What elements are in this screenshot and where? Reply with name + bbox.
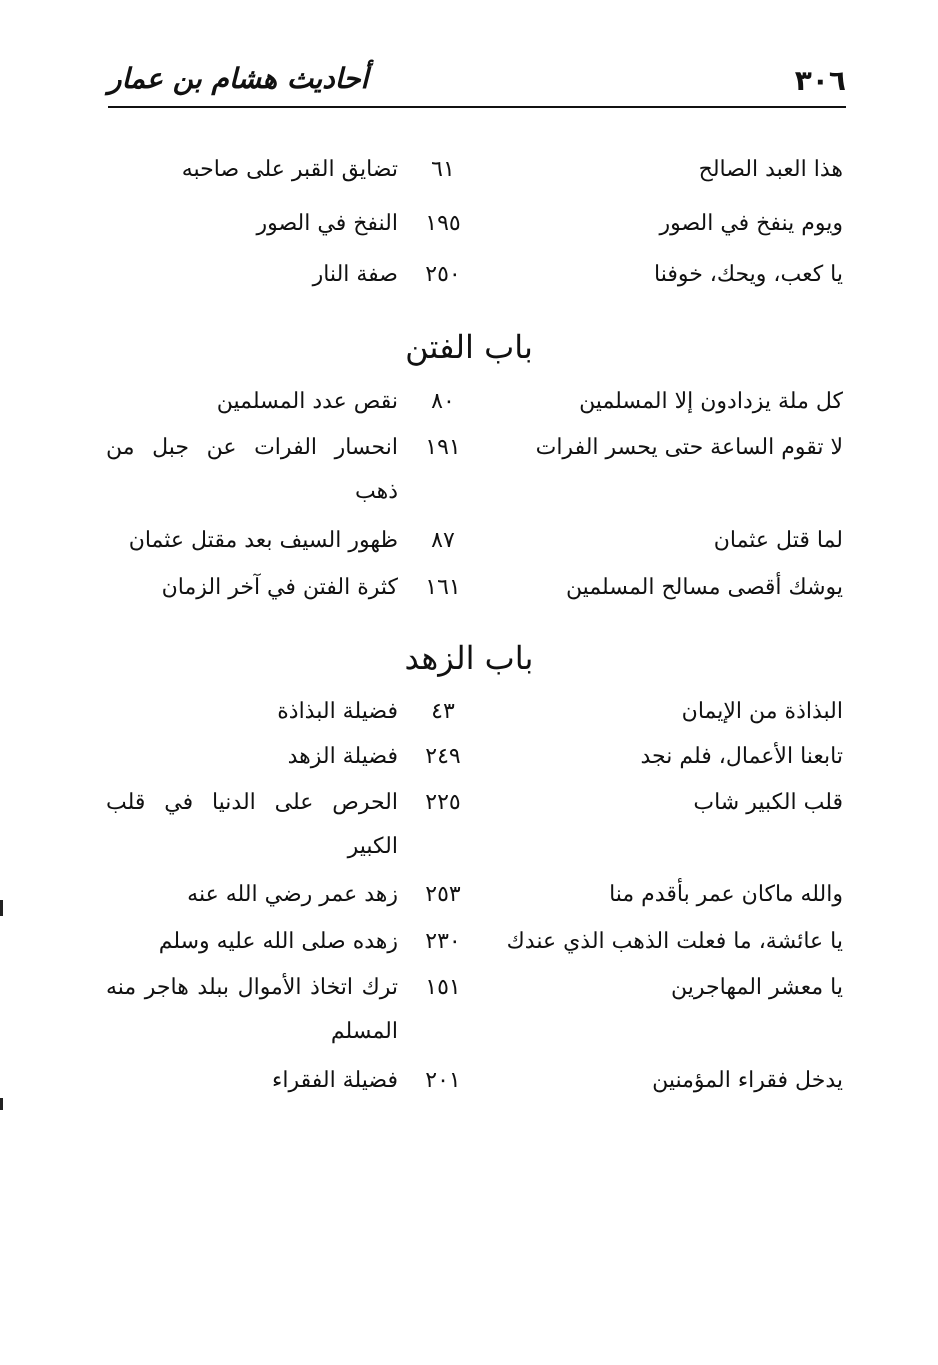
index-row bbox=[0, 1059, 938, 1105]
hadith-number: ٤٣ bbox=[431, 699, 455, 724]
hadith-number: ٨٧ bbox=[431, 528, 455, 553]
hadith-number: ١٦١ bbox=[425, 575, 461, 600]
hadith-topic: فضيلة البذاذة bbox=[277, 699, 398, 724]
hadith-number: ٢٥٣ bbox=[425, 882, 461, 907]
hadith-topic: زهده صلى الله عليه وسلم bbox=[158, 929, 398, 954]
hadith-topic: النفخ في الصور bbox=[256, 211, 398, 236]
hadith-topic: صفة النار bbox=[312, 262, 398, 287]
index-row bbox=[0, 966, 938, 1056]
hadith-incipit: والله ماكان عمر بأقدم منا bbox=[609, 882, 843, 907]
hadith-number: ٢٣٠ bbox=[425, 929, 461, 954]
hadith-topic: فضيلة الفقراء bbox=[272, 1068, 398, 1093]
hadith-incipit: يا كعب، ويحك، خوفنا bbox=[653, 262, 843, 287]
hadith-incipit: يدخل فقراء المؤمنين bbox=[652, 1068, 843, 1093]
index-row bbox=[0, 148, 938, 194]
hadith-number: ١٥١ bbox=[425, 975, 461, 1000]
index-row bbox=[0, 519, 938, 565]
hadith-topic: ترك اتخاذ الأموال ببلد هاجر منه المسلم bbox=[106, 975, 398, 1044]
hadith-incipit: هذا العبد الصالح bbox=[698, 157, 843, 182]
hadith-number: ٢٢٥ bbox=[425, 790, 461, 815]
hadith-number: ٢٠١ bbox=[425, 1068, 461, 1093]
hadith-number: ١٩١ bbox=[425, 435, 461, 460]
running-title: أحاديث هشام بن عمار bbox=[108, 62, 369, 95]
index-row bbox=[0, 873, 938, 919]
hadith-incipit: لما قتل عثمان bbox=[713, 528, 843, 553]
hadith-number: ٢٥٠ bbox=[425, 262, 461, 287]
index-row bbox=[0, 735, 938, 781]
hadith-incipit: البذاذة من الإيمان bbox=[681, 699, 843, 724]
page-number: ٣٠٦ bbox=[794, 64, 846, 97]
index-row bbox=[0, 920, 938, 966]
section-heading-zuhd: باب الزهد bbox=[404, 639, 534, 677]
hadith-incipit: قلب الكبير شاب bbox=[693, 790, 843, 815]
hadith-topic: ظهور السيف بعد مقتل عثمان bbox=[128, 528, 398, 553]
hadith-number: ٦١ bbox=[431, 157, 455, 182]
index-row bbox=[0, 566, 938, 612]
hadith-topic: كثرة الفتن في آخر الزمان bbox=[161, 575, 398, 600]
index-row bbox=[0, 426, 938, 516]
hadith-number: ٢٤٩ bbox=[425, 744, 461, 769]
hadith-topic: انحسار الفرات عن جبل من ذهب bbox=[106, 435, 398, 504]
index-row bbox=[0, 253, 938, 299]
section-heading-fitan: باب الفتن bbox=[405, 328, 533, 366]
index-row bbox=[0, 380, 938, 426]
hadith-number: ١٩٥ bbox=[425, 211, 461, 236]
hadith-incipit: يا عائشة، ما فعلت الذهب الذي عندك bbox=[506, 929, 843, 954]
hadith-incipit: ويوم ينفخ في الصور bbox=[659, 211, 843, 236]
hadith-incipit: كل ملة يزدادون إلا المسلمين bbox=[579, 389, 843, 414]
hadith-topic: تضايق القبر على صاحبه bbox=[181, 157, 398, 182]
hadith-incipit: يا معشر المهاجرين bbox=[671, 975, 843, 1000]
index-row bbox=[0, 781, 938, 871]
hadith-number: ٨٠ bbox=[431, 389, 455, 414]
hadith-incipit: لا تقوم الساعة حتى يحسر الفرات bbox=[535, 435, 843, 460]
hadith-incipit: تابعنا الأعمال، فلم نجد bbox=[640, 744, 843, 769]
index-row bbox=[0, 202, 938, 248]
hadith-topic: فضيلة الزهد bbox=[287, 744, 398, 769]
scan-edge-mark bbox=[0, 900, 3, 916]
hadith-topic: زهد عمر رضي الله عنه bbox=[187, 882, 398, 907]
scan-edge-mark bbox=[0, 1098, 3, 1110]
hadith-topic: نقص عدد المسلمين bbox=[216, 389, 398, 414]
hadith-topic: الحرص على الدنيا في قلب الكبير bbox=[106, 790, 398, 859]
hadith-incipit: يوشك أقصى مسالح المسلمين bbox=[565, 575, 843, 600]
index-row bbox=[0, 690, 938, 736]
